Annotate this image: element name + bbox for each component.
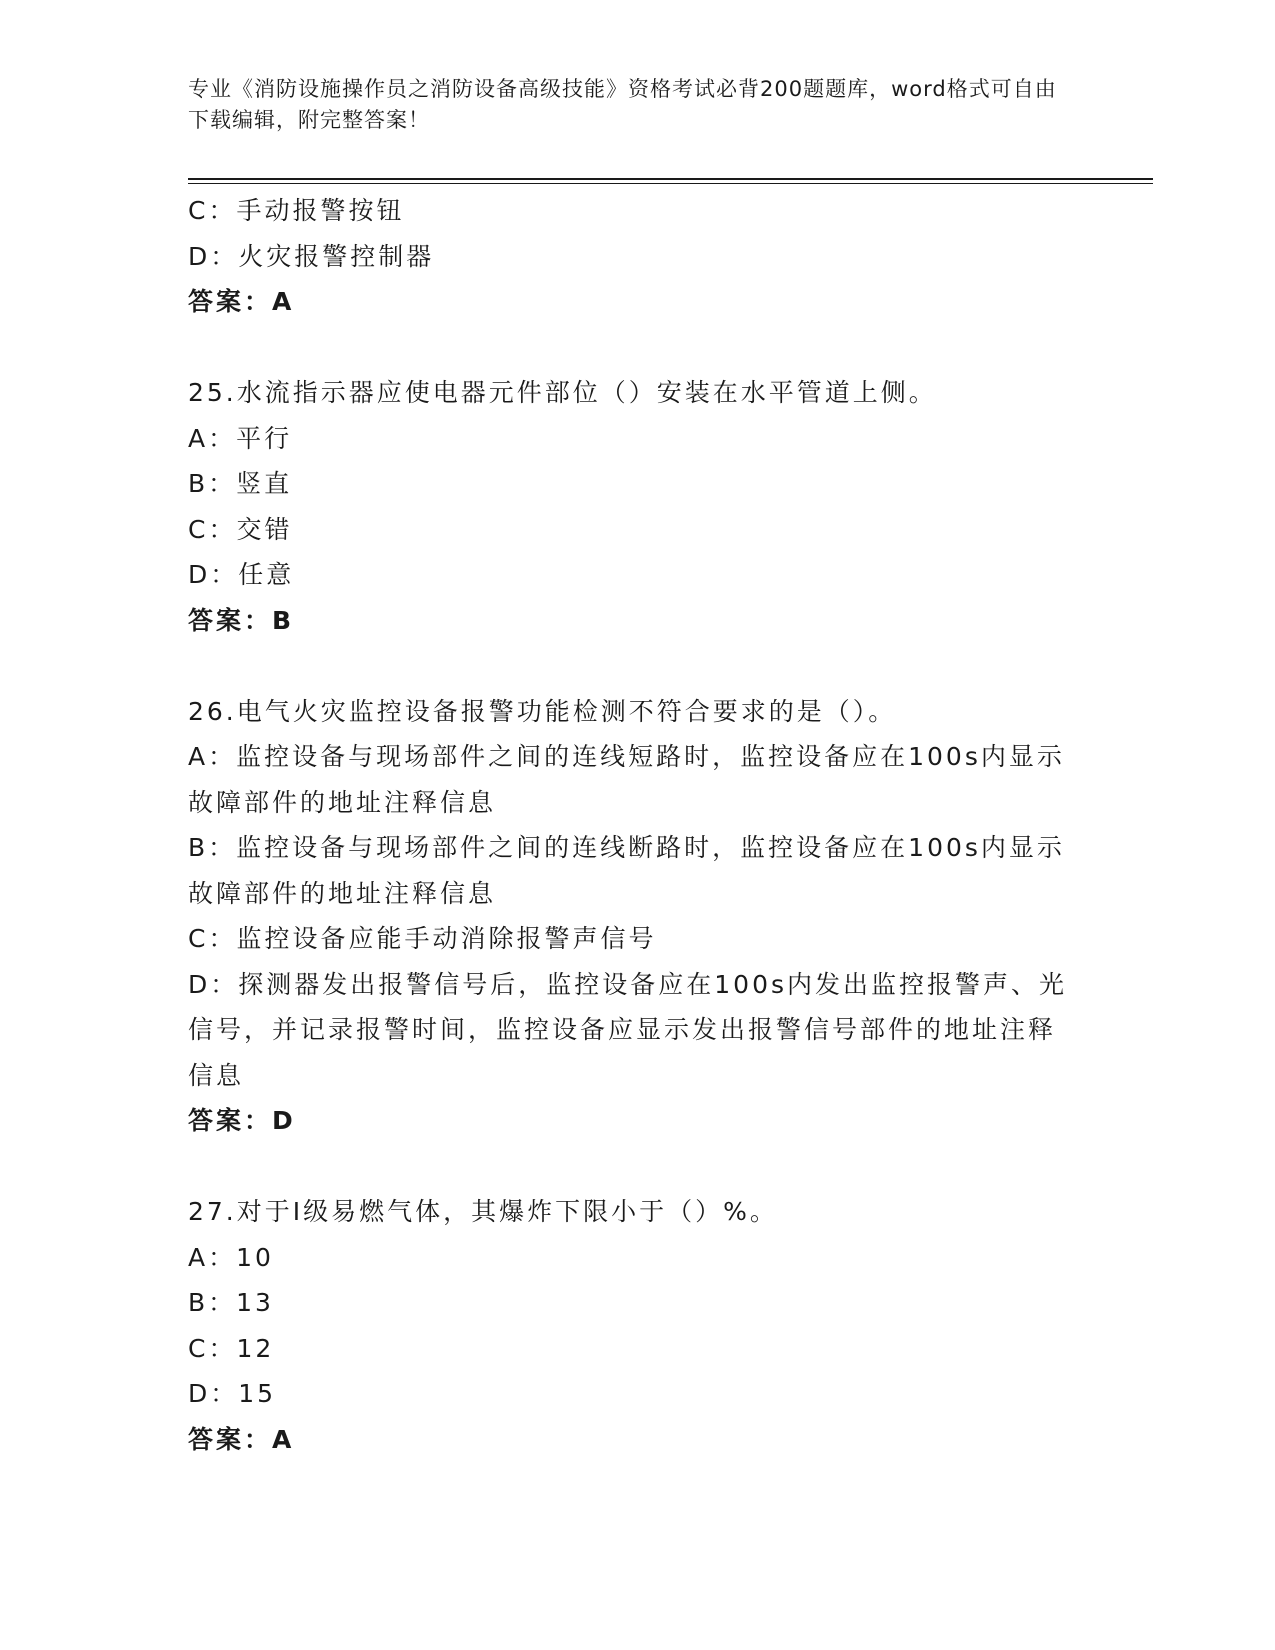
option-b: B：监控设备与现场部件之间的连线断路时，监控设备应在100s内显示故障部件的地址注释信息 xyxy=(188,833,1065,908)
question-list xyxy=(188,188,1068,1462)
answer: 答案：B xyxy=(188,605,295,635)
answer: 答案：D xyxy=(188,1106,296,1135)
question-27 xyxy=(188,1189,1068,1462)
header-text: 专业《消防设施操作员之消防设备高级技能》资格考试必背200题题库，word格式可自由下载编辑，附完整答案！ xyxy=(188,77,1057,132)
answer: 答案：A xyxy=(188,1424,295,1454)
option-c: C：手动报警按钮 xyxy=(188,196,405,225)
option-c: C：12 xyxy=(188,1333,275,1363)
option-d: D：火灾报警控制器 xyxy=(188,241,435,271)
option-d: D：任意 xyxy=(188,560,295,589)
option-d: D：探测器发出报警信号后，监控设备应在100s内发出监控报警声、光信号，并记录报警时间，监控设备应显示发出报警信号部件的地址注释信息 xyxy=(188,969,1068,1090)
option-a: A：监控设备与现场部件之间的连线短路时，监控设备应在100s内显示故障部件的地址注释信息 xyxy=(188,742,1065,817)
option-a: A：10 xyxy=(188,1242,274,1272)
option-c: C：交错 xyxy=(188,514,293,544)
question-stem: 26.电气火灾监控设备报警功能检测不符合要求的是（）。 xyxy=(188,696,897,726)
spacer xyxy=(188,325,1068,371)
document-header xyxy=(188,74,1068,136)
question-stem: 27.对于Ⅰ级易燃气体，其爆炸下限小于（）%。 xyxy=(188,1197,778,1226)
header-divider-thin xyxy=(188,183,1153,184)
option-b: B：13 xyxy=(188,1288,274,1317)
option-a: A：平行 xyxy=(188,423,293,453)
spacer xyxy=(188,1144,1068,1190)
question-25 xyxy=(188,370,1068,643)
question-24-continued xyxy=(188,188,1068,325)
question-stem: 25.水流指示器应使电器元件部位（）安装在水平管道上侧。 xyxy=(188,378,937,407)
option-c: C：监控设备应能手动消除报警声信号 xyxy=(188,924,657,953)
option-b: B：竖直 xyxy=(188,469,293,498)
answer: 答案：A xyxy=(188,287,295,316)
option-d: D：15 xyxy=(188,1379,277,1408)
header-divider-thick xyxy=(188,178,1153,180)
question-26 xyxy=(188,689,1068,1144)
spacer xyxy=(188,643,1068,689)
